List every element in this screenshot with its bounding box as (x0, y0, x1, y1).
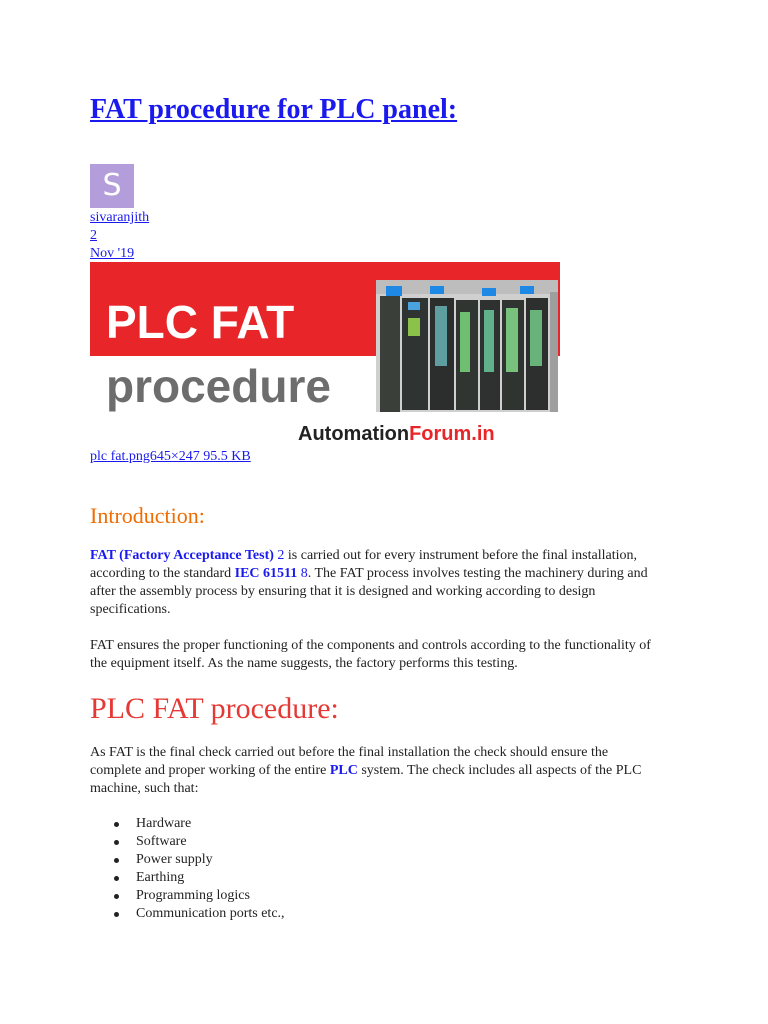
iec-61511-link[interactable]: IEC 61511 (234, 566, 298, 581)
bullet-icon (114, 858, 119, 863)
list-item: Hardware (90, 815, 285, 833)
list-item: Earthing (90, 869, 285, 887)
bullet-icon (114, 894, 119, 899)
introduction-heading: Introduction: (90, 503, 205, 528)
banner-brand: AutomationForum.in (298, 423, 495, 445)
banner-line2: procedure (106, 360, 331, 412)
page-title[interactable]: FAT procedure for PLC panel: (90, 94, 458, 125)
plc-link[interactable]: PLC (329, 763, 358, 778)
plc-fat-heading: PLC FAT procedure: (90, 692, 339, 725)
iec-link-count[interactable]: 8 (300, 566, 308, 581)
check-aspects-list (90, 815, 285, 923)
list-item: Communication ports etc., (90, 905, 285, 923)
bullet-icon (114, 822, 119, 827)
bullet-icon (114, 840, 119, 845)
intro-paragraph-1: FAT (Factory Acceptance Test) 2 is carried out for every instrument before the final installation, according to the standard IEC 61511 8. The FAT process involves testing the machinery during and after the assembly process by ensuring that it is designed and working according to design specifications. (90, 548, 648, 617)
list-item: Power supply (90, 851, 285, 869)
bullet-icon (114, 876, 119, 881)
list-item: Programming logics (90, 887, 285, 905)
post-count-link[interactable]: 2 (90, 228, 97, 243)
plc-rack-photo (376, 280, 558, 412)
fat-link-count[interactable]: 2 (277, 548, 285, 563)
banner-line1: PLC FAT (106, 296, 295, 348)
avatar[interactable]: S (90, 164, 134, 208)
post-date-link[interactable]: Nov '19 (90, 246, 135, 261)
plc-paragraph-1: As FAT is the final check carried out before the final installation the check should ensure the complete and proper working of the entire PLC system. The check includes all aspects of the PLC machine, such that: (90, 745, 642, 796)
banner-image[interactable] (90, 262, 560, 448)
fat-link[interactable]: FAT (Factory Acceptance Test) (90, 548, 274, 563)
list-item: Software (90, 833, 285, 851)
author-link[interactable]: sivaranjith (90, 210, 150, 225)
intro-paragraph-2: FAT ensures the proper functioning of the components and controls according to the functionality of the equipment itself. As the name suggests, the factory performs this testing. (90, 638, 651, 671)
image-caption-link[interactable]: plc fat.png645×247 95.5 KB (90, 449, 251, 464)
bullet-icon (114, 912, 119, 917)
